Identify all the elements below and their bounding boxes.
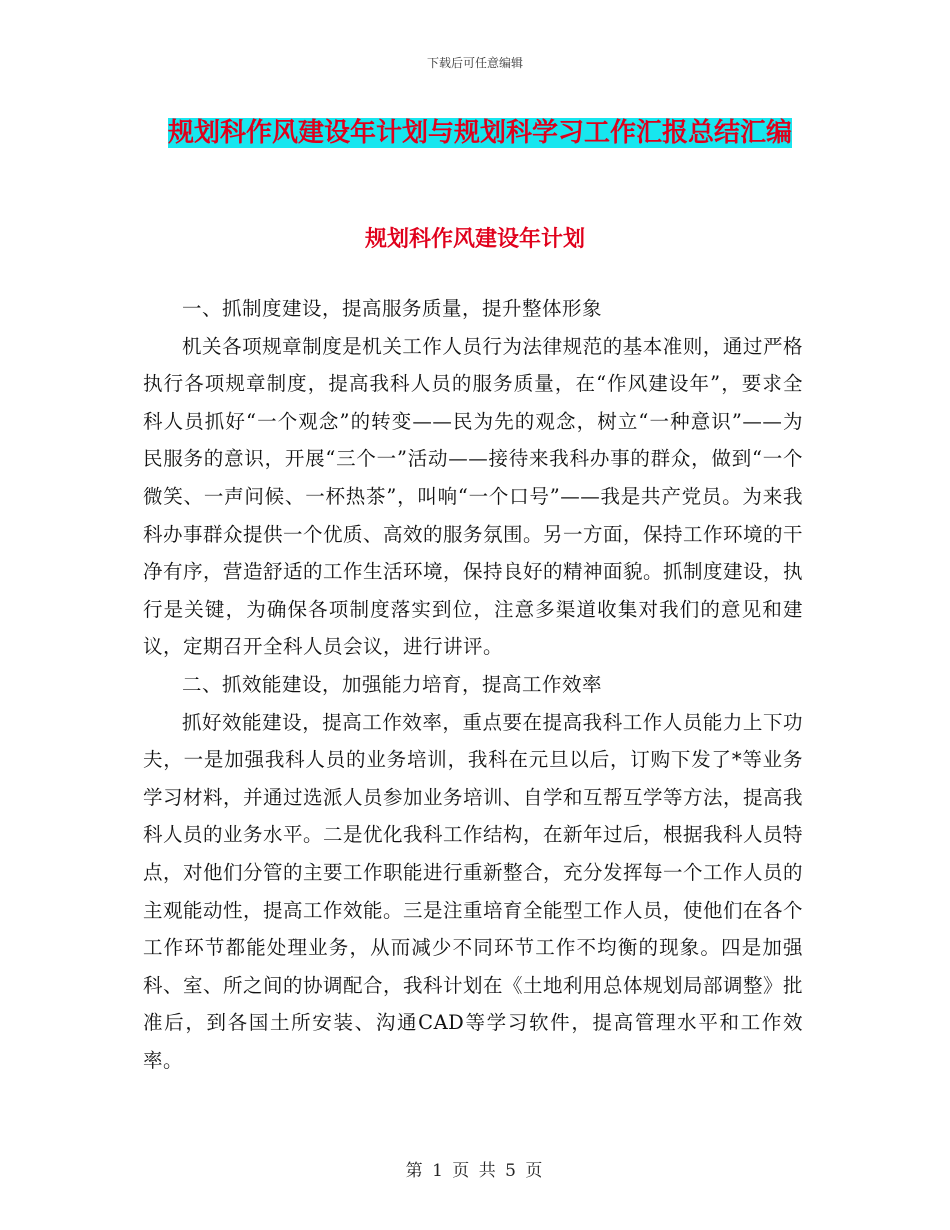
document-title xyxy=(140,110,820,156)
document-title-text: 规划科作风建设年计划与规划科学习工作汇报总结汇编 xyxy=(167,118,792,148)
section-title: 规划科作风建设年计划 xyxy=(364,227,585,252)
document-body xyxy=(143,290,803,1079)
header-note: 下载后可任意编辑 xyxy=(426,56,523,70)
paragraph-heading-2: 二、抓效能建设，加强能力培育，提高工作效率 xyxy=(182,672,603,696)
paragraph: 机关各项规章制度是机关工作人员行为法律规范的基本准则，通过严格执行各项规章制度，提高我科人员的服务质量，在“作风建设年”，要求全科人员抓好“一个观念”的转变——民为先的观念，树立“一种意识”——为民服务的意识，开展“三个一”活动——接待来我科办事的群众，做到“一个微笑、一声问候、一杯热茶”，叫响“一个口号”——我是共产党员。为来我科办事群众提供一个优质、高效的服务氛围。另一方面，保持工作环境的干净有序，营造舒适的工作生活环境，保持良好的精神面貌。抓制度建设，执行是关键，为确保各项制度落实到位，注意多渠道收集对我们的意见和建议，定期召开全科人员会议，进行讲评。 xyxy=(143,334,804,659)
paragraph: 抓好效能建设，提高工作效率，重点要在提高我科工作人员能力上下功夫，一是加强我科人员的业务培训，我科在元旦以后，订购下发了*等业务学习材料，并通过选派人员参加业务培训、自学和互帮互学等方法，提高我科人员的业务水平。二是优化我科工作结构，在新年过后，根据我科人员特点，对他们分管的主要工作职能进行重新整合，充分发挥每一个工作人员的主观能动性，提高工作效能。三是注重培育全能型工作人员，使他们在各个工作环节都能处理业务，从而减少不同环节工作不均衡的现象。四是加强科、室、所之间的协调配合，我科计划在《土地利用总体规划局部调整》批准后，到各国土所安装、沟通CAD等学习软件，提高管理水平和工作效率。 xyxy=(143,710,804,1072)
page-number-footer: 第 1 页 共 5 页 xyxy=(405,1161,545,1181)
paragraph-heading-1: 一、抓制度建设，提高服务质量，提升整体形象 xyxy=(182,297,603,320)
